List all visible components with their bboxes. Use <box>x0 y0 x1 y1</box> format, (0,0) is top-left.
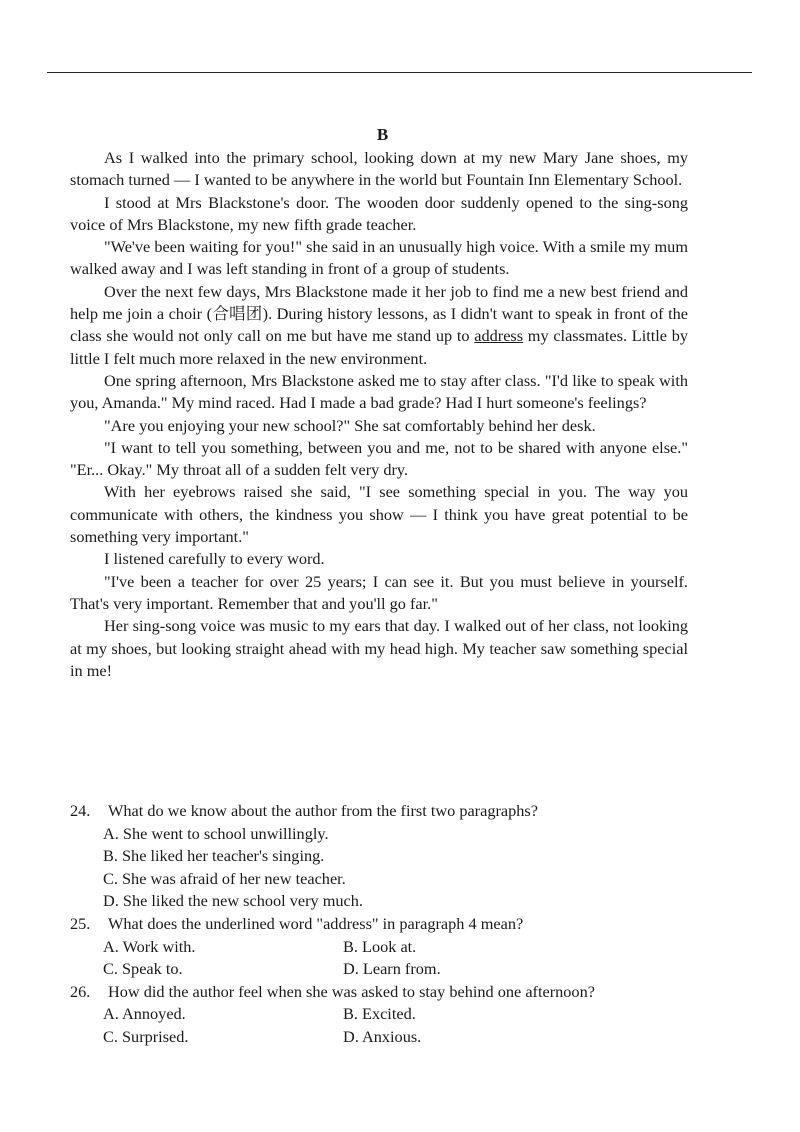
question-26 <box>70 981 710 1004</box>
paragraph-11: Her sing-song voice was music to my ears that day. I walked out of her class, not looking at my shoes, but looking straight ahead with my head high. My teacher saw something special in me! <box>70 616 688 680</box>
option-row <box>103 958 710 981</box>
question-24-options <box>103 823 710 913</box>
option-b: B. Excited. <box>343 1004 416 1024</box>
question-number: 25. <box>70 913 91 933</box>
option-row <box>103 1003 710 1026</box>
option-c: C. She was afraid of her new teacher. <box>103 868 346 888</box>
option-row <box>103 1026 710 1049</box>
option-a: A. Annoyed. <box>103 1004 186 1024</box>
paragraph-6: "Are you enjoying your new school?" She sat comfortably behind her desk. <box>104 415 596 435</box>
option-c: C. Speak to. <box>103 959 183 979</box>
option-row <box>103 936 710 959</box>
option-d: D. She liked the new school very much. <box>103 891 363 911</box>
paragraph-1: As I walked into the primary school, looking down at my new Mary Jane shoes, my stomach turned — I wanted to be anywhere in the world but Fountain Inn Elementary School. <box>70 148 688 190</box>
underlined-word-address: address <box>474 326 524 346</box>
option-d: D. Anxious. <box>343 1026 422 1046</box>
paragraph-8: With her eyebrows raised she said, "I see something special in you. The way you communicate with others, the kindness you show — I think you have great potential to be something very important." <box>70 482 688 547</box>
question-25 <box>70 913 710 936</box>
paragraph-7: "I want to tell you something, between you and me, not to be shared with anyone else." "Er... Okay." My throat all of a sudden felt very dry. <box>70 437 688 480</box>
paragraph-4-part-1: Over the next few days, Mrs Blackstone made it her job to find me a new best friend and help me join a choir (合唱团). During history lessons, as I didn't want to speak in front of the class she would not only call on me but have me stand up to <box>70 281 688 346</box>
section-heading: B <box>376 125 389 144</box>
option-b: B. Look at. <box>343 936 417 956</box>
top-divider <box>47 72 752 73</box>
option-d: D. Learn from. <box>343 959 441 979</box>
paragraph-2: I stood at Mrs Blackstone's door. The wooden door suddenly opened to the sing-song voice of Mrs Blackstone, my new fifth grade teacher. <box>70 192 688 234</box>
question-stem: What does the underlined word "address" in paragraph 4 mean? <box>108 913 524 933</box>
question-25-options <box>103 936 710 981</box>
paragraph-5: One spring afternoon, Mrs Blackstone asked me to stay after class. "I'd like to speak with you, Amanda." My mind raced. Had I made a bad grade? Had I hurt someone's feelings? <box>70 370 688 413</box>
paragraph-9: I listened carefully to every word. <box>104 549 325 569</box>
question-24 <box>70 800 710 823</box>
paragraph-10: "I've been a teacher for over 25 years; I can see it. But you must believe in yourself. That's very important. Remember that and you'll go far." <box>70 571 688 613</box>
option-a: A. She went to school unwillingly. <box>103 823 329 843</box>
question-number: 24. <box>70 801 91 820</box>
reading-passage <box>70 147 688 682</box>
paragraph-3: "We've been waiting for you!" she said in an unusually high voice. With a smile my mum walked away and I was left standing in front of a group of students. <box>70 237 688 279</box>
question-26-options <box>103 1003 710 1048</box>
question-list <box>70 800 710 1049</box>
option-a: A. Work with. <box>103 936 196 956</box>
option-c: C. Surprised. <box>103 1026 189 1046</box>
question-number: 26. <box>70 981 91 1001</box>
paragraph-4 <box>70 281 688 370</box>
paragraph-4-part-2: my classmates. Little by little I felt much more relaxed in the new environment. <box>70 326 689 368</box>
option-b: B. She liked her teacher's singing. <box>103 846 325 866</box>
question-stem: How did the author feel when she was asked to stay behind one afternoon? <box>108 981 595 1001</box>
question-stem: What do we know about the author from the first two paragraphs? <box>108 801 538 820</box>
